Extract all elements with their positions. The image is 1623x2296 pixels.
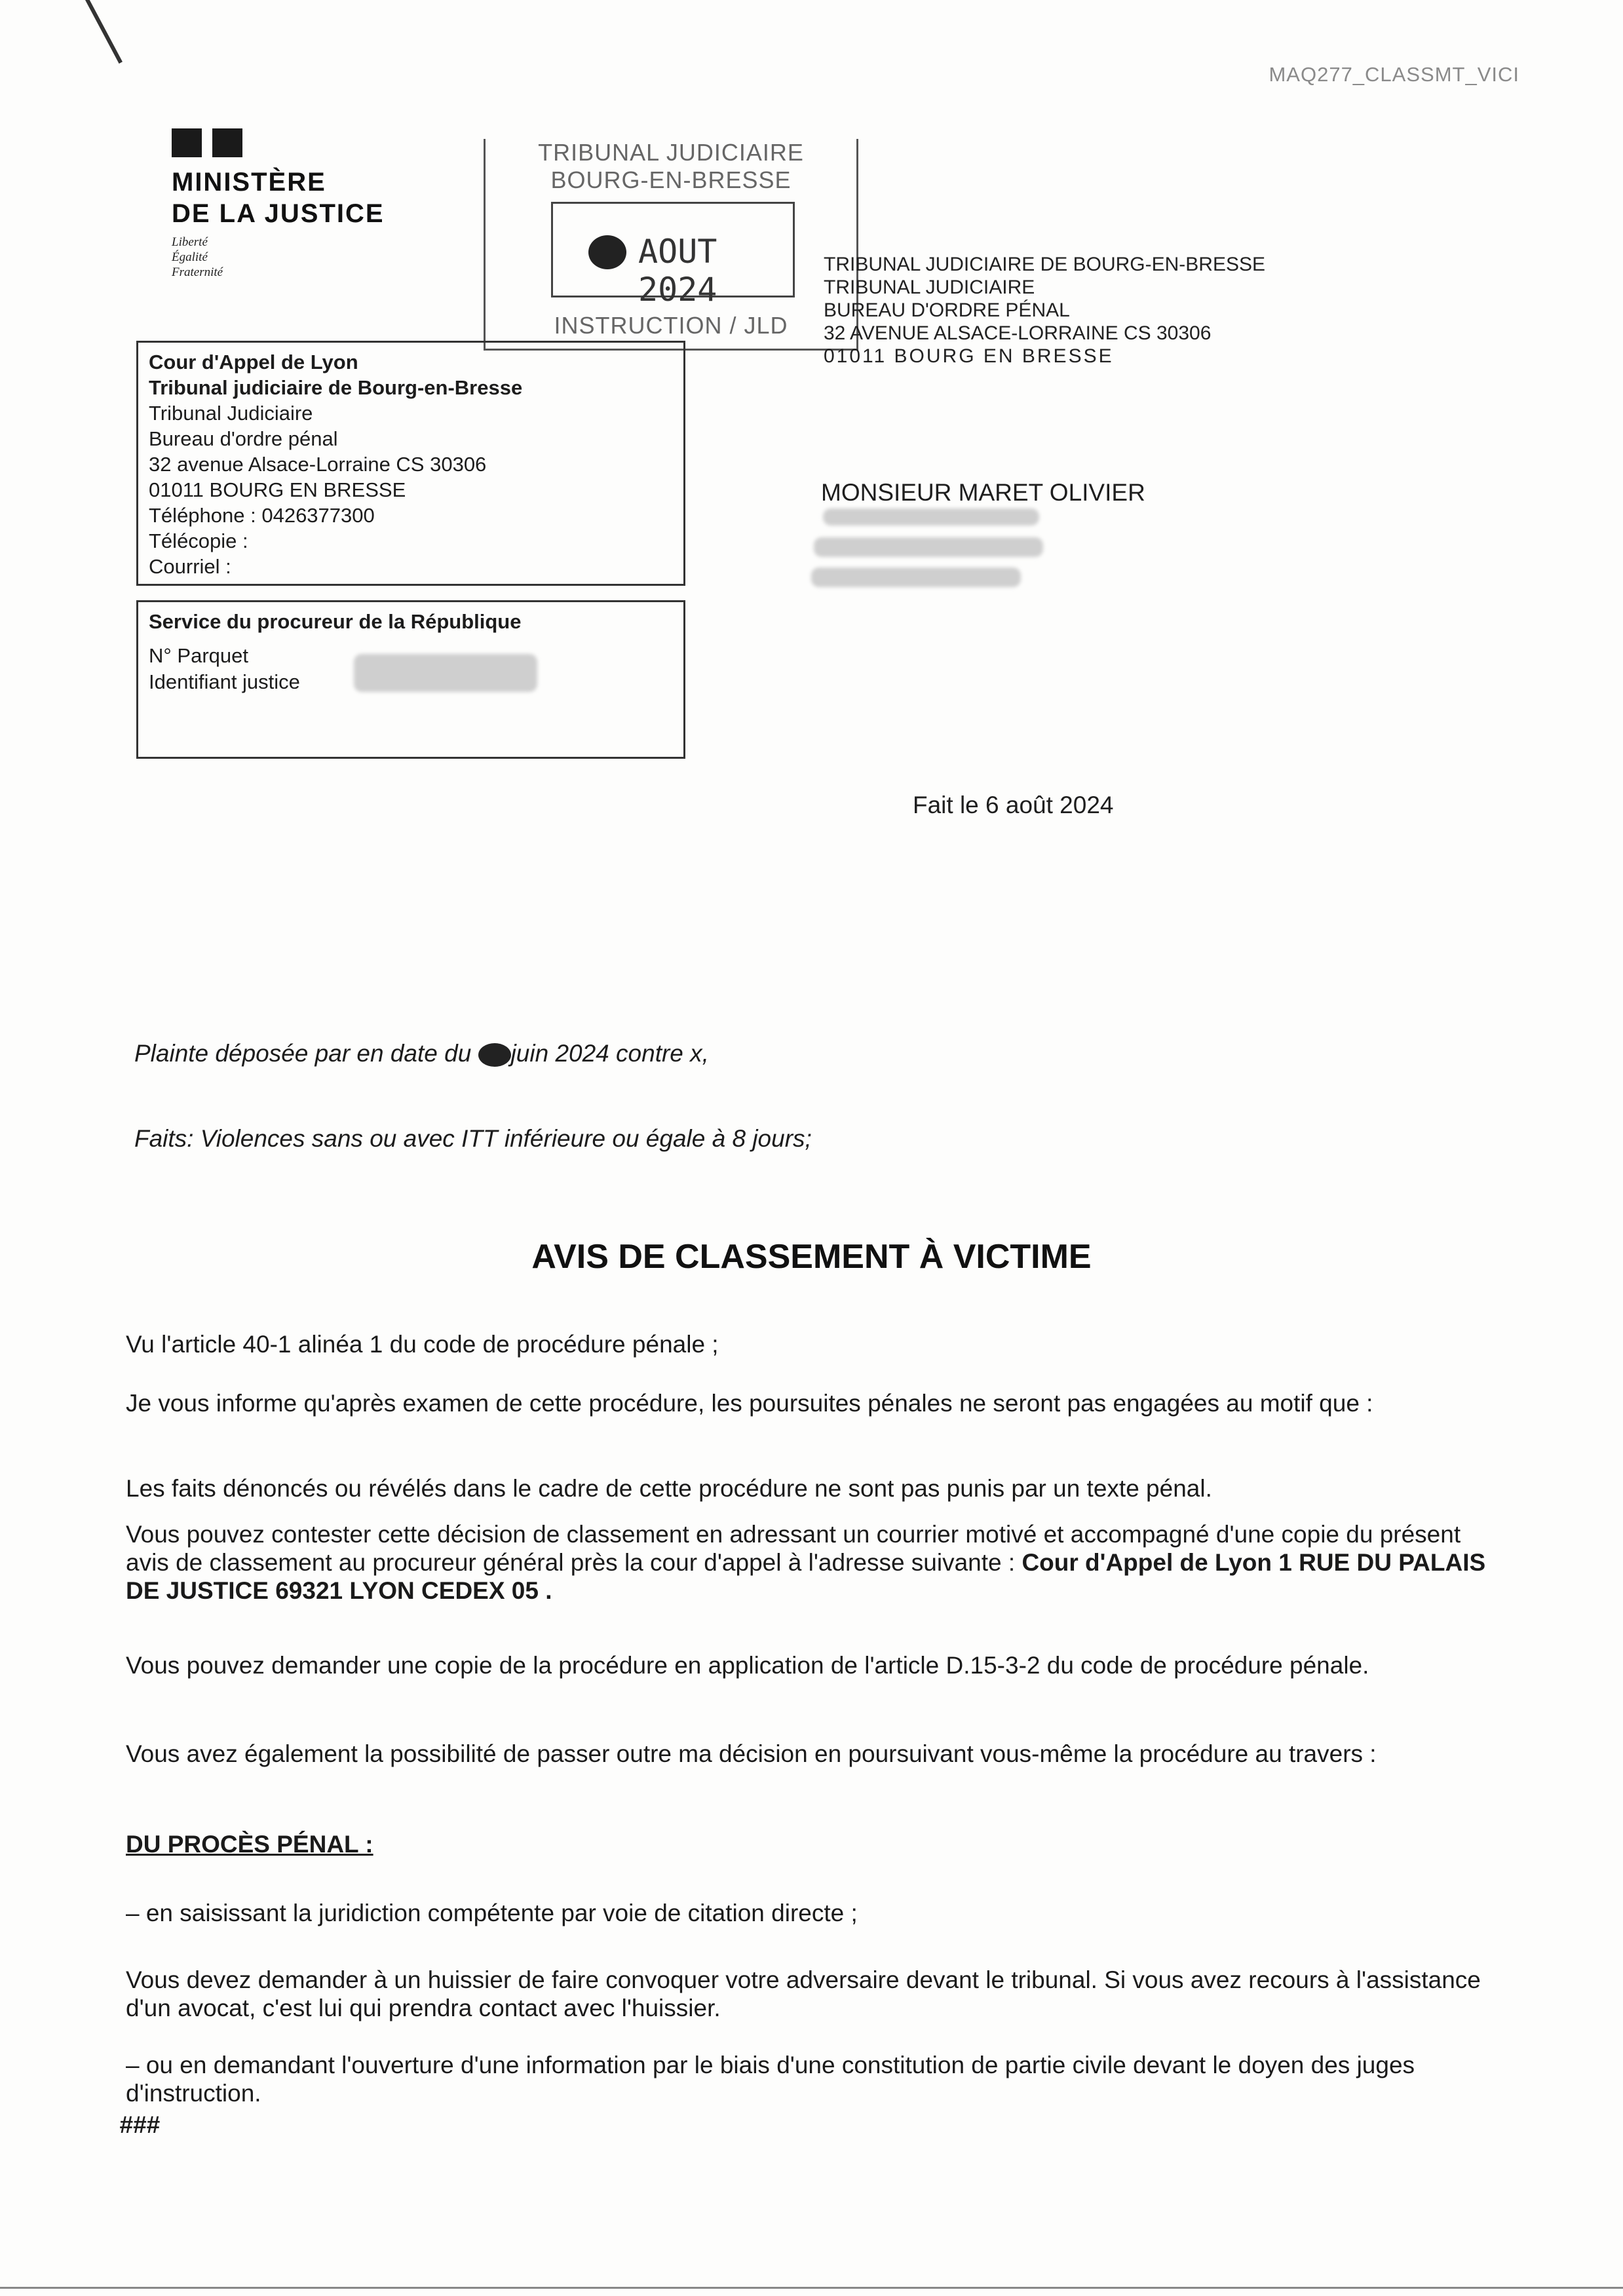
justice-id-label: Identifiant justice [149,670,300,693]
paragraph-decision: Je vous informe qu'après examen de cette procédure, les poursuites pénales ne seront pas engagées au motif que : [126,1390,1373,1417]
sender-line: Tribunal Judiciaire [149,402,313,425]
facts-line: Faits: Violences sans ou avec ITT inférieure ou égale à 8 jours; [134,1125,812,1152]
redacted-address [811,567,1021,587]
redacted-address [823,508,1039,526]
redacted-address [814,537,1043,557]
document-date: Fait le 6 août 2024 [913,792,1114,818]
reception-stamp [484,139,858,351]
paragraph-huissier: Vous devez demander à un huissier de faire convoquer votre adversaire devant le tribunal. Si vous avez recours à l'assistance d'un avocat, c'est lui qui prendra contact avec l'huissier. [126,1966,1481,2021]
parquet-number-label: N° Parquet [149,644,248,667]
end-mark: ### [119,2111,160,2138]
sender-box [136,341,685,586]
parquet-service-title: Service du procureur de la République [149,610,522,633]
sender-court: Cour d'Appel de Lyon [149,351,358,373]
sender-line: 32 avenue Alsace-Lorraine CS 30306 [149,453,487,476]
redacted-day [478,1043,511,1067]
recipient-address-block [824,253,1265,368]
sender-line: Bureau d'ordre pénal [149,427,338,450]
sender-line: 01011 BOURG EN BRESSE [149,478,406,501]
recipient-address-line: TRIBUNAL JUDICIAIRE DE BOURG-EN-BRESSE [824,254,1265,275]
paragraph-contest: Vous pouvez contester cette décision de classement en adressant un courrier motivé et accompagné d'une copie du présent avis de classement au procureur général près la cour d'appel à l'adresse suivante : Cour d'Appel de Lyon 1 RUE DU PALAIS DE JUSTICE 69321 LYON CEDEX 05 . [126,1521,1486,1604]
paragraph-copy: Vous pouvez demander une copie de la procédure en application de l'article D.15-3-2 du code de procédure pénale. [126,1652,1369,1679]
recipient-address-line: BUREAU D'ORDRE PÉNAL [824,299,1070,321]
complaint-line: Plainte déposée par en date du juin 2024 contre x, [134,1040,709,1067]
paragraph-motif: Les faits dénoncés ou révélés dans le cadre de cette procédure ne sont pas punis par un texte pénal. [126,1475,1212,1502]
stamp-footer: INSTRUCTION / JLD [554,312,788,339]
recipient-address-line: TRIBUNAL JUDICIAIRE [824,277,1035,298]
redacted-parquet-number [354,654,537,692]
document-title: AVIS DE CLASSEMENT À VICTIME [531,1238,1092,1276]
recipient-address-line: 01011 BOURG EN BRESSE [824,345,1114,367]
stamp-date-box [551,202,795,309]
appeal-court-address: Cour d'Appel de Lyon 1 RUE DU PALAIS DE JUSTICE 69321 LYON CEDEX 05 . [126,1549,1486,1604]
ink-blot [588,235,626,269]
sender-telephone: Téléphone : 0426377300 [149,504,375,527]
stamp-title-line1: TRIBUNAL JUDICIAIRE [538,139,804,166]
recipient-name: MONSIEUR MARET OLIVIER [821,479,1145,506]
paragraph-instruction: – ou en demandant l'ouverture d'une information par le biais d'une constitution de partie civile devant le doyen des juges d'instruction. [126,2052,1415,2107]
stamp-date: AOUT 2024 [638,233,717,309]
paragraph-citation: – en saisissant la juridiction compétente par voie de citation directe ; [126,1900,858,1926]
ministry-name-line2: DE LA JUSTICE [172,199,385,228]
scan-bottom-edge [0,2287,1623,2289]
ministry-logo [172,128,385,280]
paragraph-options: Vous avez également la possibilité de passer outre ma décision en poursuivant vous-même la procédure au travers : [126,1740,1377,1767]
marianne-logo-icon [172,128,244,157]
republic-motto: Liberté Égalité Fraternité [172,235,223,279]
scan-corner-mark [85,0,123,64]
paragraph-article: Vu l'article 40-1 alinéa 1 du code de procédure pénale ; [126,1331,719,1358]
sender-fax: Télécopie : [149,529,248,552]
sender-tribunal: Tribunal judiciaire de Bourg-en-Bresse [149,376,523,399]
recipient-address-line: 32 AVENUE ALSACE-LORRAINE CS 30306 [824,322,1212,344]
sender-email: Courriel : [149,555,231,578]
ministry-name-line1: MINISTÈRE [172,168,326,197]
stamp-title-line2: BOURG-EN-BRESSE [550,166,792,193]
section-heading: DU PROCÈS PÉNAL : [126,1831,373,1858]
document-reference: MAQ277_CLASSMT_VICI [1269,63,1519,86]
